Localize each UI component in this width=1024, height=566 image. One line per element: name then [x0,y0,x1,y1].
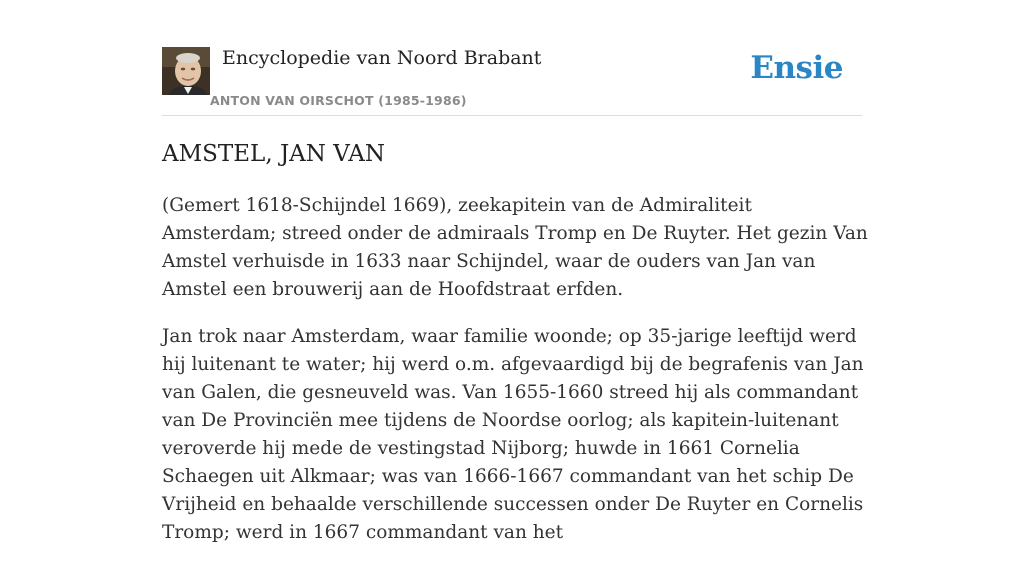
header-divider [162,115,862,116]
entry-title: AMSTEL, JAN VAN [162,141,385,167]
author-credit[interactable]: ANTON VAN OIRSCHOT (1985-1986) [210,93,467,108]
author-avatar[interactable] [162,47,210,95]
entry-paragraph: Jan trok naar Amsterdam, waar familie woonde; op 35-jarige leeftijd werd hij luitenant te water; hij werd o.m. afgevaardigd bij de begrafenis van Jan van Galen, die gesneuveld was. Van 1655-1660 streed hij als commandant van De Provinciën mee tijdens de Noordse oorlog; als kapitein-luitenant veroverde hij mede de vestingstad Nijborg; huwde in 1661 Cornelia Schaegen uit Alkmaar; was van 1666-1667 commandant van het schip De Vrijheid en behaalde verschillende successen onder De Ruyter en Cornelis Tromp; werd in 1667 commandant van het [162,326,864,543]
entry-body [162,192,870,566]
source-header [162,46,862,116]
author-portrait-icon [162,47,210,95]
entry-paragraph: (Gemert 1618-Schijndel 1669), zeekapitein van de Admiraliteit Amsterdam; streed onder de admiraals Tromp en De Ruyter. Het gezin Van Amstel verhuisde in 1633 naar Schijndel, waar de ouders van Jan van Amstel een brouwerij aan de Hoofdstraat erfden. [162,195,868,300]
ensie-logo[interactable]: Ensie [750,50,843,86]
source-title[interactable]: Encyclopedie van Noord Brabant [222,47,542,69]
